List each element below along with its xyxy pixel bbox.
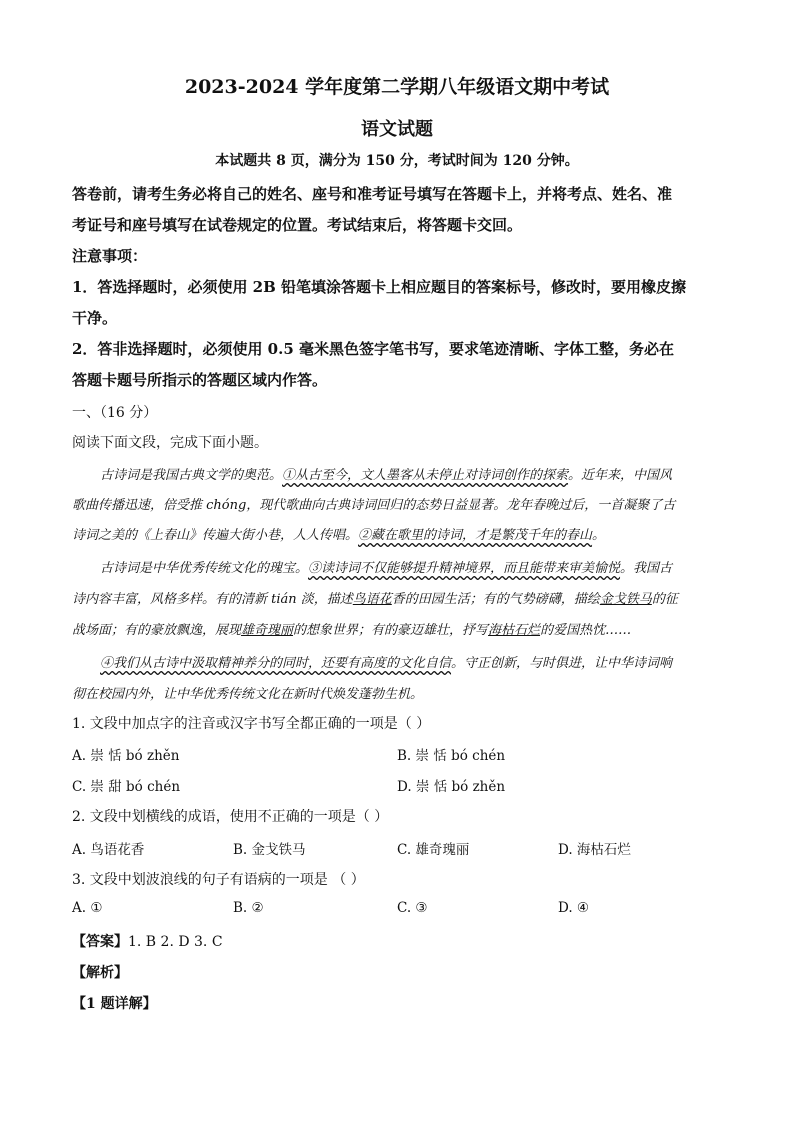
wavy-sentence-3: ③读诗词不仅能够提升精神境界，而且能带来审美愉悦: [308, 561, 621, 576]
passage-text: 香的田园生活；有的气势磅礴，描绘: [391, 592, 600, 607]
passage-text: 。我国古: [620, 561, 673, 576]
intro-line-2: 考证号和座号填写在试卷规定的位置。考试结束后，将答题卡交回。: [72, 216, 523, 234]
underlined-idiom-2: 金戈铁马: [599, 592, 652, 607]
q2-option-c: C. 雄奇瑰丽: [397, 842, 470, 858]
section-heading: 一、（16 分）: [72, 405, 158, 421]
passage-p1-line-3: [72, 524, 605, 543]
q2-option-a: A. 鸟语花香: [72, 842, 145, 858]
q1-option-d: D. 崇 恬 bó zhěn: [397, 779, 506, 795]
question-2: 2. 文段中划横线的成语，使用不正确的一项是（ ）: [72, 809, 389, 825]
wavy-sentence-2: ②藏在歌里的诗词，才是繁茂千年的春山: [358, 528, 593, 543]
q3-option-d: D. ④: [558, 900, 590, 916]
q2-option-d: D. 海枯石烂: [558, 842, 631, 858]
passage-text: 古诗词是我国古典文学的奥范。: [100, 468, 283, 483]
exam-info: 本试题共 8 页，满分为 150 分，考试时间为 120 分钟。: [215, 153, 579, 169]
answer-line: [72, 931, 223, 951]
passage-p2-line-2: [72, 588, 678, 607]
intro-line-1: 答卷前，请考生务必将自己的姓名、座号和准考证号填写在答题卡上，并将考点、姓名、准: [72, 185, 673, 203]
passage-text: 。近年来，中国风: [568, 468, 673, 483]
question-3: 3. 文段中划波浪线的句子有语病的一项是 （ ）: [72, 872, 365, 888]
question-1: 1. 文段中加点字的注音或汉字书写全都正确的一项是（ ）: [72, 716, 431, 732]
passage-text: 。: [592, 528, 606, 543]
passage-text: 古诗词是中华优秀传统文化的瑰宝。: [100, 561, 309, 576]
notice-item-1-line-1: 1．答选择题时，必须使用 2B 铅笔填涂答题卡上相应题目的答案标号，修改时，要用橡皮擦: [72, 278, 687, 296]
exam-subtitle: 语文试题: [361, 119, 433, 140]
q3-option-b: B. ②: [233, 900, 264, 916]
wavy-sentence-1: ①从古至今，文人墨客从未停止对诗词创作的探索: [282, 468, 569, 483]
analysis-label: 【解析】: [72, 965, 128, 981]
section-prompt: 阅读下面文段，完成下面小题。: [72, 435, 268, 451]
underlined-idiom-1: 鸟语花: [352, 592, 392, 607]
q1-option-b: B. 崇 恬 bó chén: [397, 748, 506, 764]
q3-option-c: C. ③: [397, 900, 428, 916]
passage-p3-line-1: [100, 652, 672, 671]
q3-option-a: A. ①: [72, 900, 103, 916]
q2-option-b: B. 金戈铁马: [233, 842, 306, 858]
passage-text: 。守正创新，与时俱进，让中华诗词响: [451, 656, 673, 671]
underlined-idiom-4: 海枯石烂: [488, 623, 541, 638]
passage-p1-line-1: [100, 464, 672, 483]
detail-label: 【1 题详解】: [72, 996, 157, 1012]
passage-p1-line-2: 歌曲传播迅速，倍受推 chóng，现代歌曲向古典诗词回归的态势日益显著。龙年春晚过后，一首凝聚了古: [72, 498, 676, 513]
q1-option-a: A. 崇 恬 bó zhěn: [72, 748, 180, 764]
q1-option-c: C. 崇 甜 bó chén: [72, 779, 181, 795]
wavy-sentence-4: ④我们从古诗中汲取精神养分的同时，还要有高度的文化自信: [100, 656, 452, 671]
notice-title: 注意事项：: [72, 247, 148, 265]
passage-p2-line-3: [72, 619, 631, 638]
passage-text: 诗词之美的《上春山》传遍大街小巷，人人传唱。: [72, 528, 359, 543]
passage-text: 的征: [651, 592, 678, 607]
passage-text: 战场面；有的豪放飘逸，展现: [72, 623, 242, 638]
underlined-idiom-3: 雄奇瑰丽: [241, 623, 294, 638]
notice-item-2-line-1: 2．答非选择题时，必须使用 0.5 毫米黑色签字笔书写，要求笔迹清晰、字体工整，务必在: [72, 340, 674, 358]
passage-p3-line-2: 彻在校园内外，让中华优秀传统文化在新时代焕发蓬勃生机。: [72, 687, 424, 702]
notice-item-1-line-2: 干净。: [72, 309, 118, 327]
exam-title: 2023-2024 学年度第二学期八年级语文期中考试: [184, 76, 610, 98]
answer-text: 1. B 2. D 3. C: [128, 934, 223, 950]
answer-label: 【答案】: [72, 934, 128, 950]
passage-text: 的想象世界；有的豪迈雄壮，抒写: [293, 623, 489, 638]
passage-text: 的爱国热忱……: [540, 623, 632, 638]
passage-text: 诗内容丰富，风格多样。有的清新 tián 淡，描述: [72, 592, 353, 607]
passage-p2-line-1: [100, 557, 672, 576]
notice-item-2-line-2: 答题卡题号所指示的答题区域内作答。: [72, 371, 328, 389]
